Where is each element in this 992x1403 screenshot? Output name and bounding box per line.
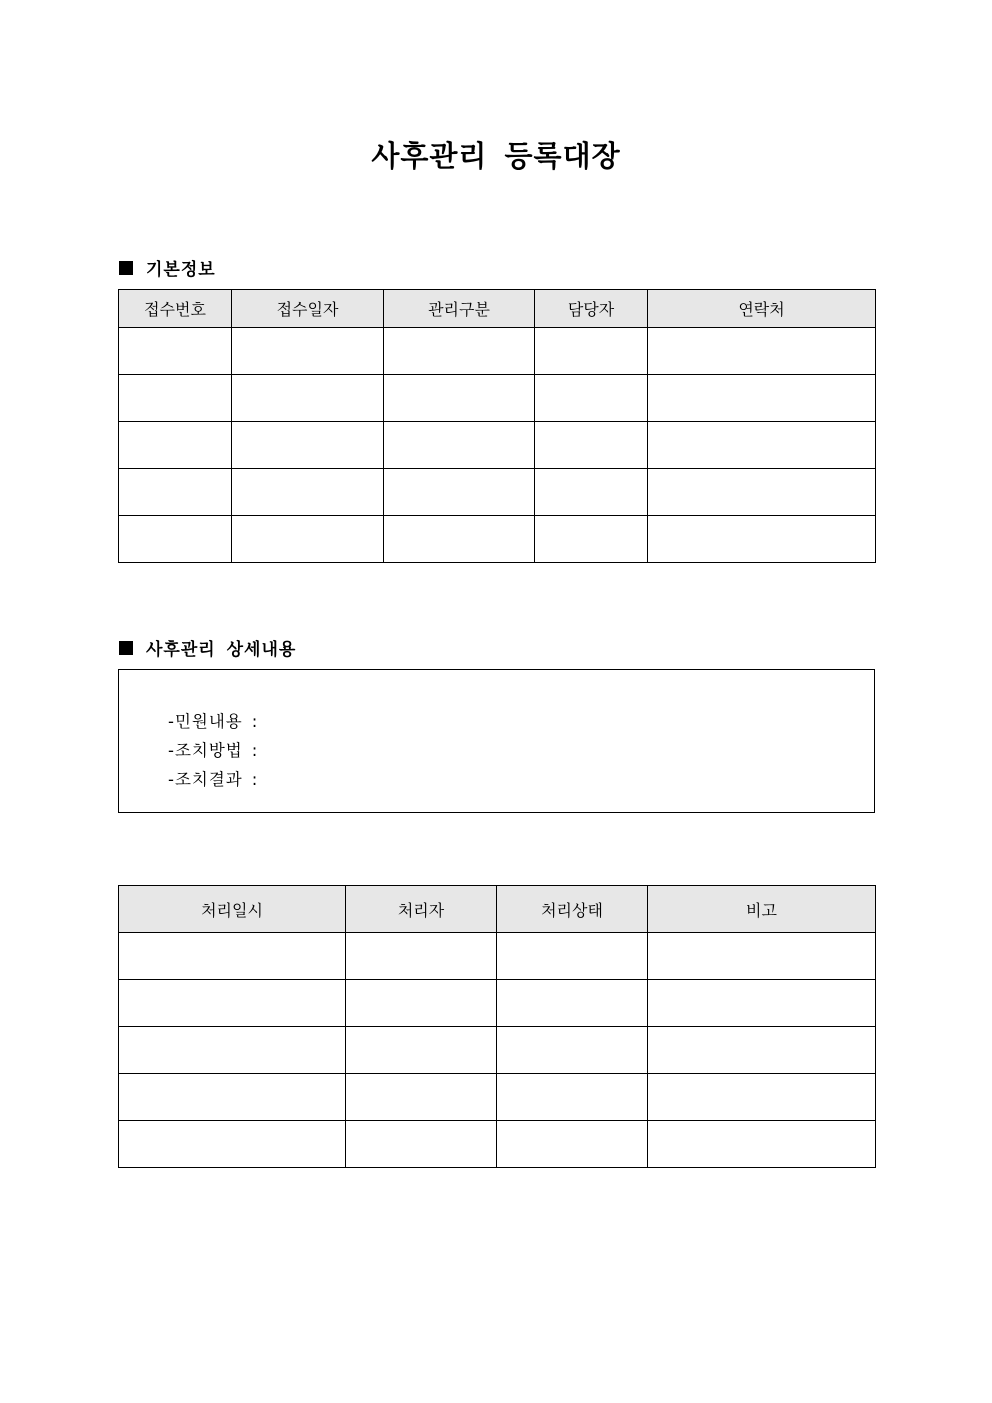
table-cell[interactable] (119, 375, 232, 422)
process-table (118, 885, 876, 1168)
table-cell[interactable] (232, 469, 384, 516)
table-cell[interactable] (346, 980, 497, 1027)
table-cell[interactable] (119, 1121, 346, 1168)
column-header-processor: 처리자 (346, 886, 497, 933)
table-cell[interactable] (497, 1074, 648, 1121)
square-bullet-icon (119, 261, 133, 275)
table-row (119, 422, 876, 469)
column-header-receipt-number: 접수번호 (119, 290, 232, 328)
page-title: 사후관리 등록대장 (371, 139, 621, 173)
basic-info-heading (119, 255, 216, 280)
details-box[interactable] (118, 669, 875, 813)
detail-label: -조치방법 (167, 741, 243, 760)
table-cell[interactable] (535, 469, 648, 516)
table-cell[interactable] (346, 933, 497, 980)
table-cell[interactable] (346, 1074, 497, 1121)
table-cell[interactable] (384, 422, 535, 469)
column-header-remarks: 비고 (648, 886, 876, 933)
table-cell[interactable] (232, 422, 384, 469)
table-cell[interactable] (648, 1027, 876, 1074)
table-cell[interactable] (648, 1121, 876, 1168)
table-row (119, 1027, 876, 1074)
column-header-contact: 연락처 (648, 290, 876, 328)
table-cell[interactable] (119, 422, 232, 469)
basic-info-table (118, 289, 876, 563)
table-header-row (119, 886, 876, 933)
table-cell[interactable] (648, 933, 876, 980)
detail-line-action-result (143, 747, 258, 809)
table-cell[interactable] (497, 933, 648, 980)
table-cell[interactable] (119, 1074, 346, 1121)
table-cell[interactable] (346, 1027, 497, 1074)
table-cell[interactable] (648, 469, 876, 516)
table-cell[interactable] (232, 375, 384, 422)
table-cell[interactable] (232, 516, 384, 563)
table-cell[interactable] (384, 469, 535, 516)
table-cell[interactable] (119, 328, 232, 375)
table-cell[interactable] (535, 328, 648, 375)
table-cell[interactable] (648, 516, 876, 563)
detail-separator: : (251, 770, 259, 789)
table-row (119, 469, 876, 516)
table-row (119, 375, 876, 422)
details-heading (119, 635, 296, 660)
table-cell[interactable] (535, 375, 648, 422)
table-row (119, 516, 876, 563)
table-cell[interactable] (648, 422, 876, 469)
column-header-process-status: 처리상태 (497, 886, 648, 933)
column-header-receipt-date: 접수일자 (232, 290, 384, 328)
table-cell[interactable] (648, 980, 876, 1027)
table-cell[interactable] (384, 328, 535, 375)
table-cell[interactable] (346, 1121, 497, 1168)
table-row (119, 1074, 876, 1121)
table-header-row (119, 290, 876, 328)
detail-label: -민원내용 (167, 712, 243, 731)
details-heading-text: 사후관리 상세내용 (146, 640, 297, 660)
table-cell[interactable] (384, 516, 535, 563)
column-header-person-in-charge: 담당자 (535, 290, 648, 328)
table-cell[interactable] (648, 328, 876, 375)
table-row (119, 980, 876, 1027)
table-cell[interactable] (648, 1074, 876, 1121)
table-cell[interactable] (119, 1027, 346, 1074)
table-cell[interactable] (119, 516, 232, 563)
detail-label: -조치결과 (167, 770, 243, 789)
column-header-processed-datetime: 처리일시 (119, 886, 346, 933)
square-bullet-icon (119, 641, 133, 655)
table-cell[interactable] (384, 375, 535, 422)
detail-separator: : (251, 741, 259, 760)
table-cell[interactable] (119, 933, 346, 980)
table-cell[interactable] (232, 328, 384, 375)
table-cell[interactable] (119, 980, 346, 1027)
table-cell[interactable] (119, 469, 232, 516)
column-header-management-category: 관리구분 (384, 290, 535, 328)
table-cell[interactable] (535, 422, 648, 469)
table-cell[interactable] (535, 516, 648, 563)
table-row (119, 328, 876, 375)
table-cell[interactable] (497, 1121, 648, 1168)
detail-separator: : (251, 712, 259, 731)
table-cell[interactable] (648, 375, 876, 422)
table-cell[interactable] (497, 980, 648, 1027)
table-row (119, 1121, 876, 1168)
basic-info-heading-text: 기본정보 (146, 260, 216, 280)
table-cell[interactable] (497, 1027, 648, 1074)
table-row (119, 933, 876, 980)
